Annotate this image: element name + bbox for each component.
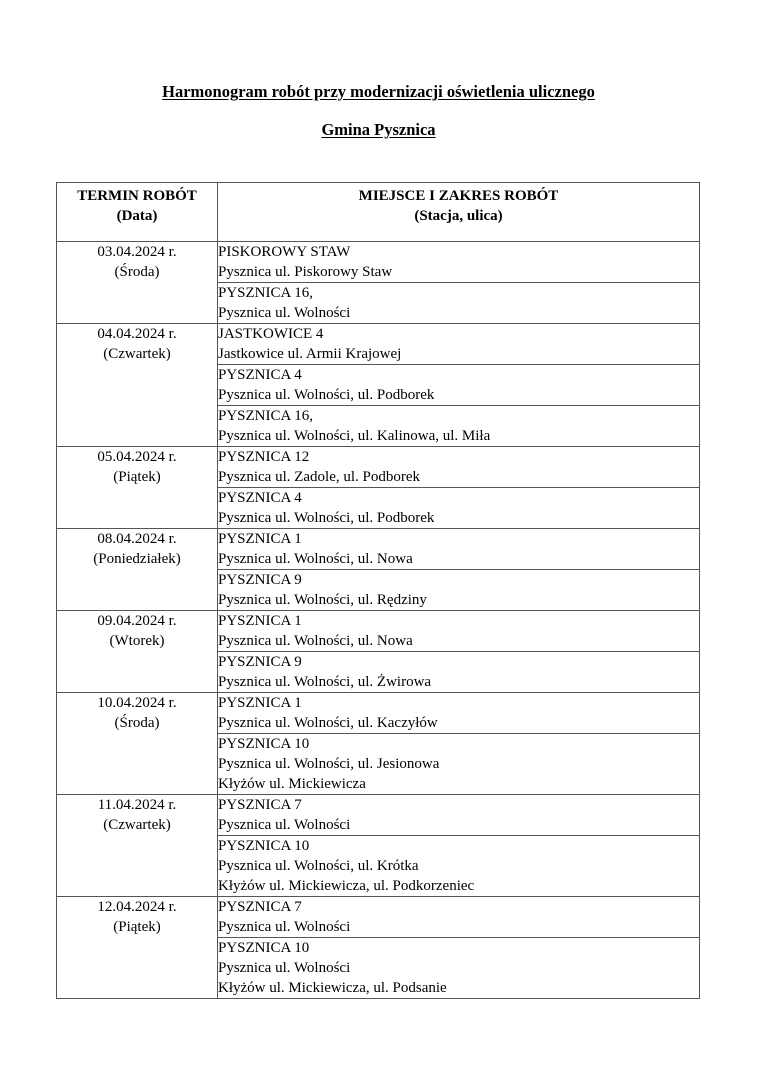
- work-cell: [218, 406, 700, 447]
- street-list: Kłyżów ul. Mickiewicza, ul. Podkorzeniec: [218, 878, 475, 894]
- date-text: 05.04.2024 r.: [97, 449, 177, 465]
- station-name: PYSZNICA 10: [218, 940, 310, 956]
- station-name: PYSZNICA 16,: [218, 408, 314, 424]
- street-list: Pysznica ul. Wolności, ul. Podborek: [218, 510, 435, 526]
- header-date: [57, 183, 218, 242]
- street-list: Jastkowice ul. Armii Krajowej: [218, 346, 402, 362]
- date-text: 11.04.2024 r.: [97, 797, 177, 813]
- station-name: PYSZNICA 9: [218, 654, 302, 670]
- street-list: Pysznica ul. Wolności, ul. Nowa: [218, 633, 413, 649]
- station-name: PYSZNICA 7: [218, 899, 302, 915]
- weekday-text: (Piątek): [113, 919, 161, 935]
- street-list: Kłyżów ul. Mickiewicza: [218, 776, 366, 792]
- date-text: 03.04.2024 r.: [97, 244, 177, 260]
- work-cell: [218, 488, 700, 529]
- date-cell: [57, 897, 218, 999]
- weekday-text: (Środa): [114, 715, 160, 731]
- station-name: PYSZNICA 10: [218, 838, 310, 854]
- work-cell: [218, 324, 700, 365]
- street-list: Pysznica ul. Wolności, ul. Kalinowa, ul. Miła: [218, 428, 491, 444]
- street-list: Pysznica ul. Piskorowy Staw: [218, 264, 393, 280]
- street-list: Pysznica ul. Wolności: [218, 305, 351, 321]
- station-name: JASTKOWICE 4: [218, 326, 324, 342]
- work-cell: [218, 447, 700, 488]
- weekday-text: (Wtorek): [109, 633, 165, 649]
- table-row: [57, 897, 700, 938]
- station-name: PYSZNICA 1: [218, 531, 302, 547]
- station-name: PYSZNICA 9: [218, 572, 302, 588]
- street-list: Pysznica ul. Wolności, ul. Żwirowa: [218, 674, 432, 690]
- date-cell: [57, 242, 218, 324]
- schedule-body: [57, 242, 700, 999]
- header-work-subtitle: (Stacja, ulica): [414, 208, 503, 224]
- weekday-text: (Czwartek): [103, 817, 171, 833]
- date-cell: [57, 795, 218, 897]
- street-list: Pysznica ul. Wolności, ul. Podborek: [218, 387, 435, 403]
- station-name: PYSZNICA 1: [218, 613, 302, 629]
- station-name: PYSZNICA 16,: [218, 285, 314, 301]
- header-date-title: TERMIN ROBÓT: [77, 188, 197, 204]
- table-row: [57, 693, 700, 734]
- street-list: Pysznica ul. Wolności, ul. Rędziny: [218, 592, 427, 608]
- work-cell: [218, 529, 700, 570]
- street-list: Kłyżów ul. Mickiewicza, ul. Podsanie: [218, 980, 447, 996]
- date-cell: [57, 693, 218, 795]
- station-name: PYSZNICA 7: [218, 797, 302, 813]
- street-list: Pysznica ul. Wolności, ul. Nowa: [218, 551, 413, 567]
- table-row: [57, 447, 700, 488]
- street-list: Pysznica ul. Wolności, ul. Krótka: [218, 858, 419, 874]
- station-name: PYSZNICA 4: [218, 367, 302, 383]
- station-name: PYSZNICA 1: [218, 695, 302, 711]
- table-row: [57, 529, 700, 570]
- header-work-title: MIEJSCE I ZAKRES ROBÓT: [358, 188, 559, 204]
- station-name: PYSZNICA 12: [218, 449, 310, 465]
- table-row: [57, 324, 700, 365]
- street-list: Pysznica ul. Wolności, ul. Kaczyłów: [218, 715, 438, 731]
- station-name: PYSZNICA 10: [218, 736, 310, 752]
- date-cell: [57, 447, 218, 529]
- work-cell: [218, 283, 700, 324]
- work-cell: [218, 570, 700, 611]
- work-cell: [218, 693, 700, 734]
- date-cell: [57, 324, 218, 447]
- work-cell: [218, 652, 700, 693]
- work-cell: [218, 365, 700, 406]
- work-cell: [218, 897, 700, 938]
- table-row: [57, 611, 700, 652]
- header-date-subtitle: (Data): [116, 208, 158, 224]
- station-name: PISKOROWY STAW: [218, 244, 351, 260]
- table-row: [57, 242, 700, 283]
- weekday-text: (Piątek): [113, 469, 161, 485]
- work-cell: [218, 795, 700, 836]
- date-text: 09.04.2024 r.: [97, 613, 177, 629]
- street-list: Pysznica ul. Wolności: [218, 960, 351, 976]
- street-list: Pysznica ul. Zadole, ul. Podborek: [218, 469, 421, 485]
- street-list: Pysznica ul. Wolności: [218, 817, 351, 833]
- header-work: [218, 183, 700, 242]
- station-name: PYSZNICA 4: [218, 490, 302, 506]
- street-list: Pysznica ul. Wolności, ul. Jesionowa: [218, 756, 440, 772]
- document-title: Harmonogram robót przy modernizacji oświetlenia ulicznego: [162, 82, 595, 101]
- table-row: [57, 795, 700, 836]
- date-text: 10.04.2024 r.: [97, 695, 177, 711]
- date-text: 12.04.2024 r.: [97, 899, 177, 915]
- date-cell: [57, 611, 218, 693]
- document-subtitle: Gmina Pysznica: [321, 120, 436, 139]
- street-list: Pysznica ul. Wolności: [218, 919, 351, 935]
- weekday-text: (Poniedziałek): [93, 551, 181, 567]
- work-cell: [218, 242, 700, 283]
- date-text: 08.04.2024 r.: [97, 531, 177, 547]
- weekday-text: (Środa): [114, 264, 160, 280]
- work-cell: [218, 836, 700, 897]
- work-cell: [218, 611, 700, 652]
- table-header-row: [57, 183, 700, 242]
- date-text: 04.04.2024 r.: [97, 326, 177, 342]
- work-cell: [218, 938, 700, 999]
- weekday-text: (Czwartek): [103, 346, 171, 362]
- date-cell: [57, 529, 218, 611]
- schedule-table: [56, 182, 700, 999]
- work-cell: [218, 734, 700, 795]
